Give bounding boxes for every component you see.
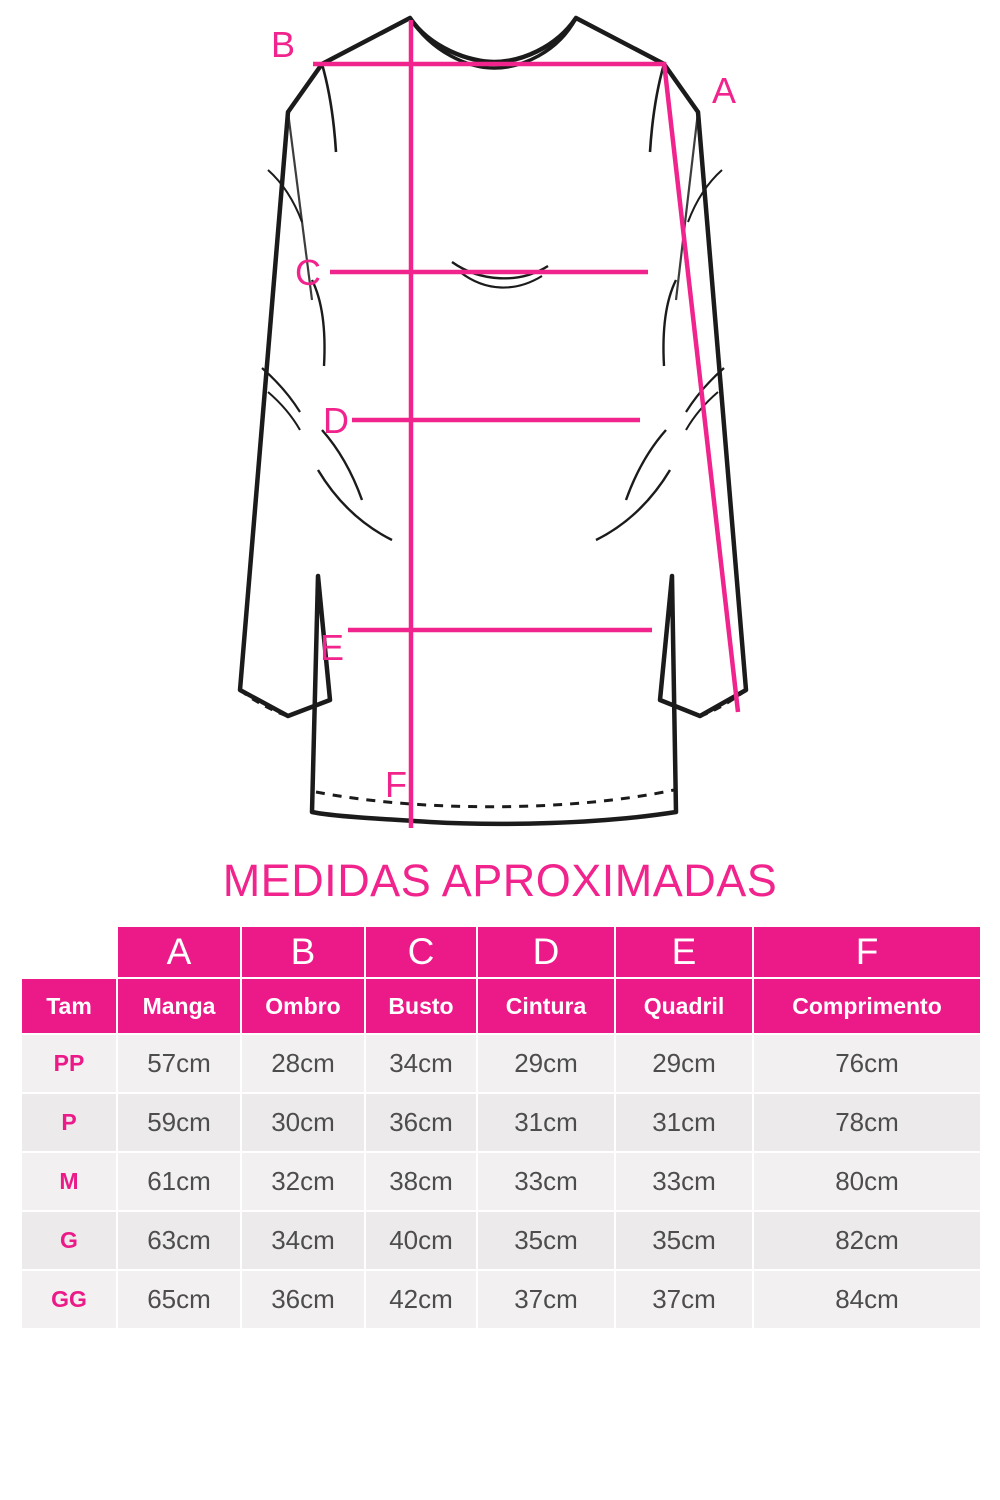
size-table-container bbox=[20, 925, 980, 1330]
cell-busto: 34cm bbox=[365, 1034, 477, 1093]
diagram-label-c: C bbox=[295, 252, 321, 293]
diagram-label-a: A bbox=[711, 70, 737, 111]
letter-cell-a: A bbox=[117, 926, 241, 978]
header-ombro: Ombro bbox=[241, 978, 365, 1034]
cell-cintura: 35cm bbox=[477, 1211, 615, 1270]
table-header-row bbox=[21, 978, 981, 1034]
diagram-label-e: E bbox=[319, 627, 345, 668]
cell-ombro: 32cm bbox=[241, 1152, 365, 1211]
cell-quadril: 29cm bbox=[615, 1034, 753, 1093]
cell-manga: 61cm bbox=[117, 1152, 241, 1211]
cell-manga: 57cm bbox=[117, 1034, 241, 1093]
cell-cintura: 29cm bbox=[477, 1034, 615, 1093]
cell-quadril: 31cm bbox=[615, 1093, 753, 1152]
cell-tam: M bbox=[21, 1152, 117, 1211]
cell-busto: 42cm bbox=[365, 1270, 477, 1329]
table-row bbox=[21, 1270, 981, 1329]
header-comprimento: Comprimento bbox=[753, 978, 981, 1034]
table-row bbox=[21, 1093, 981, 1152]
cell-quadril: 37cm bbox=[615, 1270, 753, 1329]
cell-tam: PP bbox=[21, 1034, 117, 1093]
cell-manga: 63cm bbox=[117, 1211, 241, 1270]
table-row bbox=[21, 1152, 981, 1211]
cell-comprimento: 82cm bbox=[753, 1211, 981, 1270]
cell-comprimento: 84cm bbox=[753, 1270, 981, 1329]
cell-comprimento: 76cm bbox=[753, 1034, 981, 1093]
header-manga: Manga bbox=[117, 978, 241, 1034]
cell-cintura: 33cm bbox=[477, 1152, 615, 1211]
header-busto: Busto bbox=[365, 978, 477, 1034]
letter-cell-d: D bbox=[477, 926, 615, 978]
header-tam: Tam bbox=[21, 978, 117, 1034]
cell-ombro: 30cm bbox=[241, 1093, 365, 1152]
cell-ombro: 34cm bbox=[241, 1211, 365, 1270]
diagram-label-f: F bbox=[385, 764, 407, 805]
cell-manga: 65cm bbox=[117, 1270, 241, 1329]
letter-cell-e: E bbox=[615, 926, 753, 978]
cell-ombro: 36cm bbox=[241, 1270, 365, 1329]
table-row bbox=[21, 1034, 981, 1093]
table-letter-row bbox=[21, 926, 981, 978]
letter-cell-blank bbox=[21, 926, 117, 978]
cell-busto: 36cm bbox=[365, 1093, 477, 1152]
cell-busto: 40cm bbox=[365, 1211, 477, 1270]
cell-cintura: 37cm bbox=[477, 1270, 615, 1329]
cell-comprimento: 80cm bbox=[753, 1152, 981, 1211]
diagram-label-b: B bbox=[270, 24, 296, 65]
header-cintura: Cintura bbox=[477, 978, 615, 1034]
diagram-label-d: D bbox=[323, 400, 349, 441]
cell-comprimento: 78cm bbox=[753, 1093, 981, 1152]
size-table bbox=[20, 925, 982, 1330]
letter-cell-b: B bbox=[241, 926, 365, 978]
cell-tam: GG bbox=[21, 1270, 117, 1329]
cell-tam: P bbox=[21, 1093, 117, 1152]
cell-busto: 38cm bbox=[365, 1152, 477, 1211]
letter-cell-c: C bbox=[365, 926, 477, 978]
cell-ombro: 28cm bbox=[241, 1034, 365, 1093]
cell-quadril: 33cm bbox=[615, 1152, 753, 1211]
cell-cintura: 31cm bbox=[477, 1093, 615, 1152]
cell-manga: 59cm bbox=[117, 1093, 241, 1152]
cell-quadril: 35cm bbox=[615, 1211, 753, 1270]
cell-tam: G bbox=[21, 1211, 117, 1270]
table-row bbox=[21, 1211, 981, 1270]
letter-cell-f: F bbox=[753, 926, 981, 978]
header-quadril: Quadril bbox=[615, 978, 753, 1034]
page-title: MEDIDAS APROXIMADAS bbox=[222, 855, 778, 906]
